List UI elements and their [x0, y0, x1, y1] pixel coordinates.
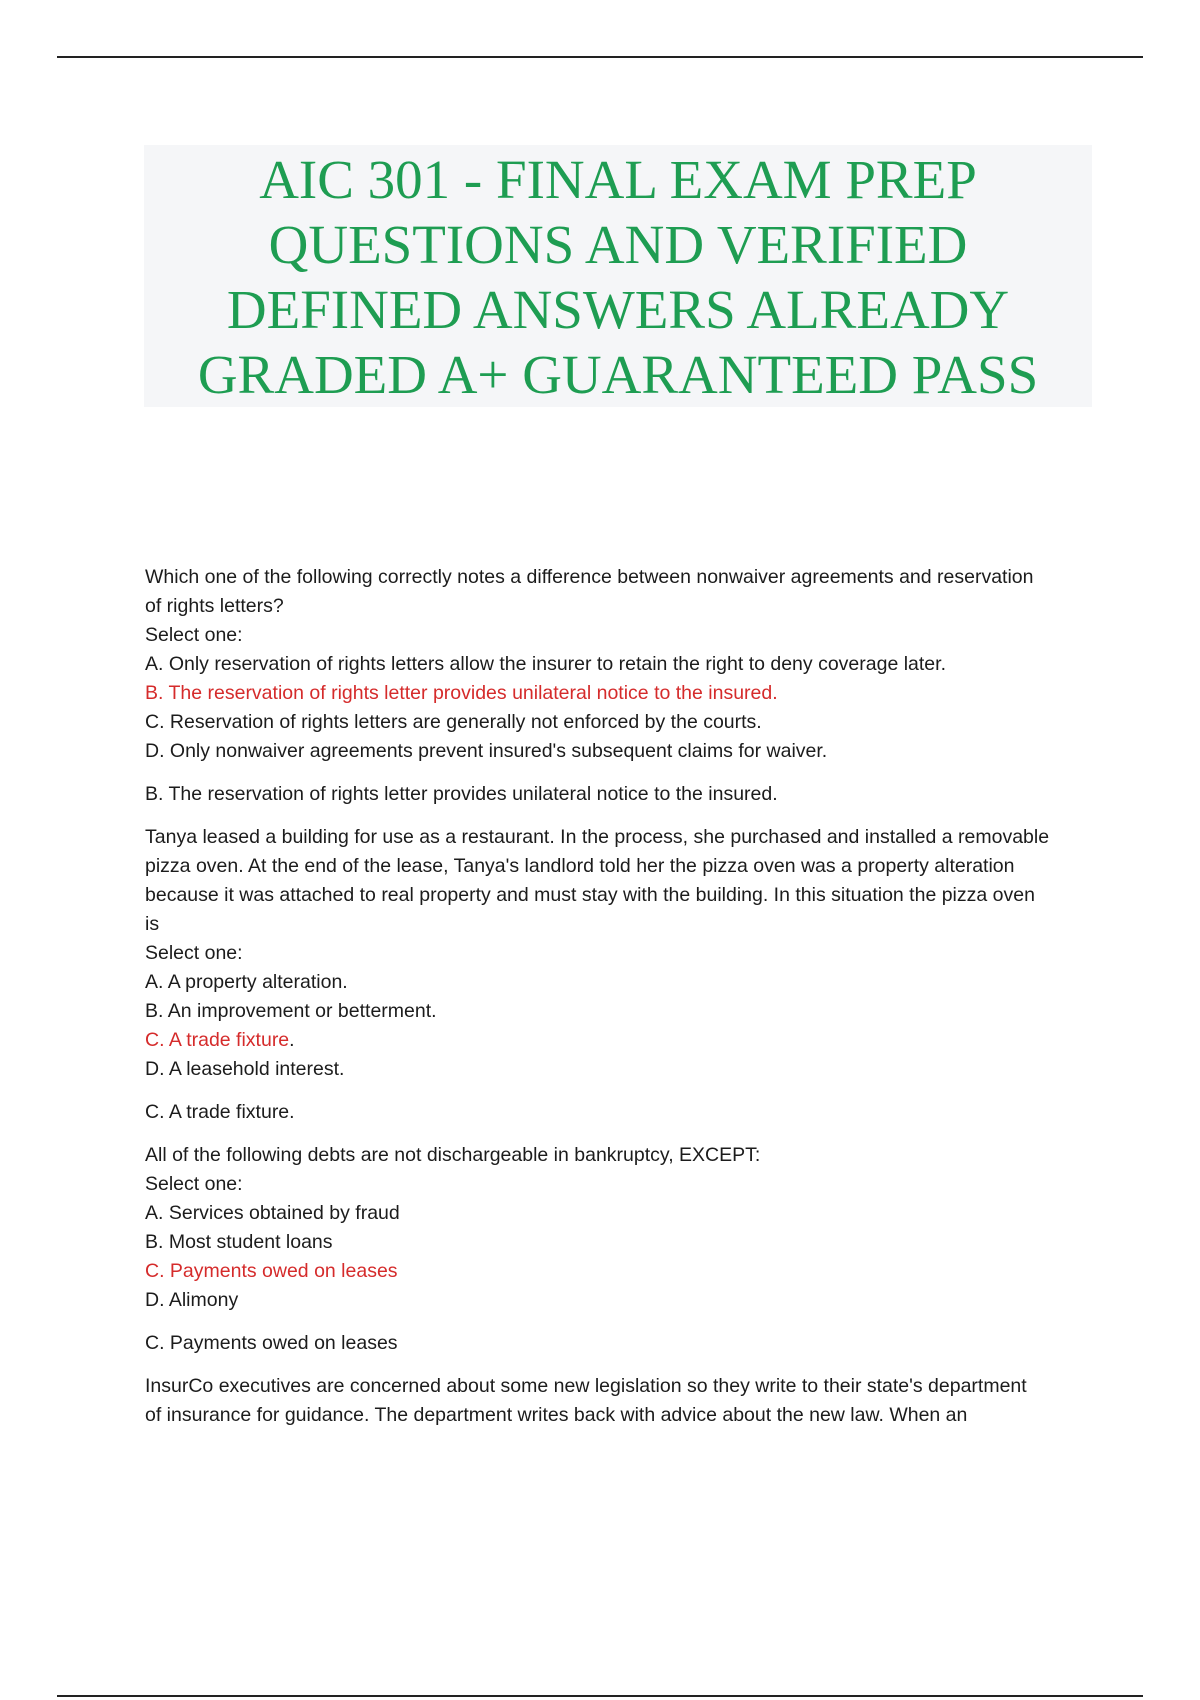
document-body — [145, 563, 1105, 1444]
footer-rule — [57, 1695, 1143, 1697]
question-1 — [145, 563, 1105, 766]
question-1-stem-line-1: Which one of the following correctly notes a difference between nonwaiver agreements and reservation — [145, 566, 1034, 588]
header-rule — [57, 56, 1143, 58]
question-2-stem-line-3: because it was attached to real property and must stay with the building. In this situation the pizza oven — [145, 884, 1035, 906]
question-1-stem-line-2: of rights letters? — [145, 595, 284, 617]
question-2-option-c-row — [145, 1026, 1105, 1055]
question-4-stem-line-2: of insurance for guidance. The department writes back with advice about the new law. When an — [145, 1404, 968, 1426]
question-2-option-c-correct: C. A trade fixture — [145, 1029, 290, 1051]
document-title-box — [144, 145, 1092, 407]
question-1-option-b-correct: B. The reservation of rights letter provides unilateral notice to the insured. — [145, 682, 778, 704]
question-3-select-label: Select one: — [145, 1173, 243, 1195]
question-2-stem-line-1: Tanya leased a building for use as a restaurant. In the process, she purchased and installed a removable — [145, 826, 1050, 848]
question-3-option-b: B. Most student loans — [145, 1231, 333, 1253]
question-3 — [145, 1141, 1105, 1315]
question-3-option-a: A. Services obtained by fraud — [145, 1202, 400, 1224]
question-1-select-label: Select one: — [145, 624, 243, 646]
question-1-option-a: A. Only reservation of rights letters allow the insurer to retain the right to deny coverage later. — [145, 653, 946, 675]
question-4 — [145, 1372, 1105, 1430]
question-2-stem-line-2: pizza oven. At the end of the lease, Tanya's landlord told her the pizza oven was a property alteration — [145, 855, 1015, 877]
question-1-option-d: D. Only nonwaiver agreements prevent insured's subsequent claims for waiver. — [145, 740, 828, 762]
question-4-stem-line-1: InsurCo executives are concerned about some new legislation so they write to their state's department — [145, 1375, 1027, 1397]
question-3-answer: C. Payments owed on leases — [145, 1332, 398, 1354]
title-line-3: DEFINED ANSWERS ALREADY — [226, 279, 1010, 340]
question-1-answer: B. The reservation of rights letter provides unilateral notice to the insured. — [145, 783, 778, 805]
question-2 — [145, 823, 1105, 1084]
title-line-1: AIC 301 - FINAL EXAM PREP — [259, 149, 977, 210]
question-2-option-d: D. A leasehold interest. — [145, 1058, 345, 1080]
title-line-4: GRADED A+ GUARANTEED PASS — [197, 344, 1039, 405]
question-2-option-b: B. An improvement or betterment. — [145, 1000, 437, 1022]
question-3-option-c-correct: C. Payments owed on leases — [145, 1260, 398, 1282]
question-2-select-label: Select one: — [145, 942, 243, 964]
question-3-option-d: D. Alimony — [145, 1289, 239, 1311]
question-2-answer: C. A trade fixture. — [145, 1101, 295, 1123]
question-3-stem-line-1: All of the following debts are not dischargeable in bankruptcy, EXCEPT: — [145, 1144, 761, 1166]
question-1-option-c: C. Reservation of rights letters are generally not enforced by the courts. — [145, 711, 762, 733]
question-2-stem-line-4: is — [145, 913, 160, 935]
question-2-option-a: A. A property alteration. — [145, 971, 348, 993]
title-line-2: QUESTIONS AND VERIFIED — [268, 214, 968, 275]
question-2-option-c-period: . — [289, 1029, 295, 1051]
